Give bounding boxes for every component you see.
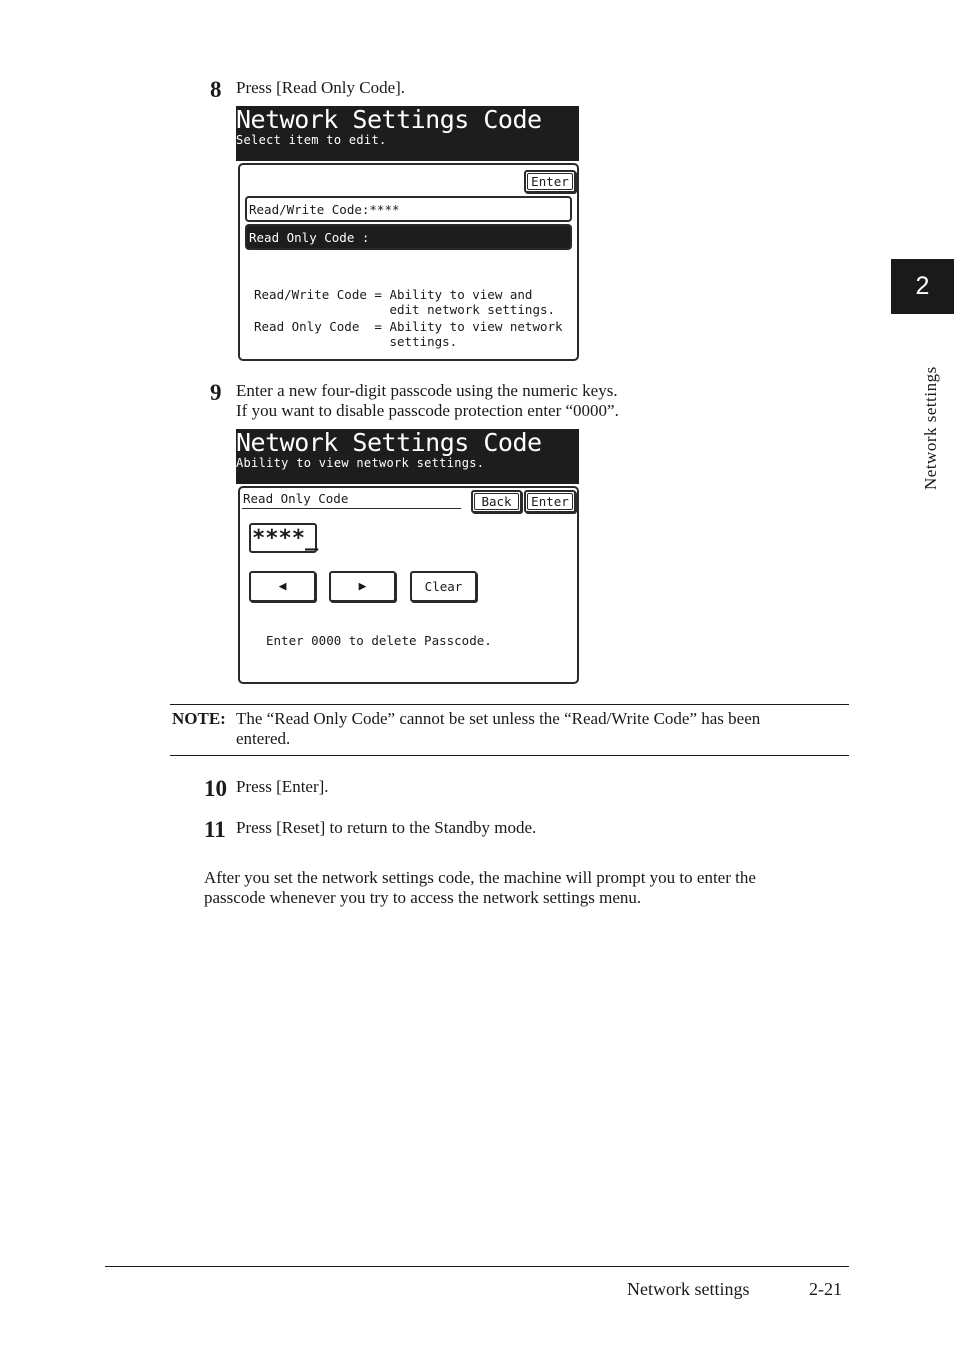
description-line-4: settings. [254, 334, 458, 349]
back-button[interactable] [471, 490, 522, 513]
lcd-screen-select-item [236, 106, 579, 362]
lcd-title: Network Settings Code [236, 105, 542, 134]
read-write-code-field[interactable]: Read/Write Code:**** [245, 196, 572, 222]
side-section-label [872, 320, 952, 490]
step-8-number: 8 [210, 77, 222, 102]
description-line-2: edit network settings. [254, 302, 556, 317]
note-top-rule [170, 704, 849, 705]
read-only-code-field[interactable]: Read Only Code : [245, 224, 572, 250]
field-label: Read Only Code [243, 491, 349, 506]
right-arrow-button[interactable] [329, 571, 396, 602]
lcd-subtitle: Ability to view network settings. [236, 456, 485, 470]
lcd-panel [238, 486, 579, 684]
description-line-3: Read Only Code = Ability to view network [254, 319, 563, 334]
lcd-title: Network Settings Code [236, 428, 542, 457]
lcd-subtitle: Select item to edit. [236, 133, 387, 147]
footer-section: Network settings [627, 1279, 750, 1299]
step-10-text: Press [Enter]. [236, 777, 329, 796]
step-9-number: 9 [210, 380, 222, 405]
passcode-hint: Enter 0000 to delete Passcode. [266, 633, 492, 648]
left-arrow-icon: ◀ [278, 579, 287, 594]
note-line-1: The “Read Only Code” cannot be set unless the “Read/Write Code” has been [236, 709, 761, 728]
closing-line-2: passcode whenever you try to access the network settings menu. [204, 888, 642, 907]
step-8-text: Press [Read Only Code]. [236, 78, 406, 97]
enter-button-label: Enter [527, 173, 573, 190]
note-line-2: entered. [236, 729, 291, 748]
enter-button[interactable] [524, 170, 576, 193]
left-arrow-button[interactable] [249, 571, 316, 602]
field-label-underline [242, 508, 461, 509]
note-label: NOTE: [172, 709, 226, 728]
side-section-text: Network settings [921, 366, 940, 490]
lcd-header [236, 106, 579, 161]
enter-button[interactable] [524, 490, 576, 513]
step-11-text: Press [Reset] to return to the Standby mode. [236, 818, 537, 837]
chapter-number: 2 [915, 272, 930, 300]
step-9-line-2: If you want to disable passcode protection enter “0000”. [236, 401, 619, 420]
footer-page-number: 2-21 [809, 1279, 842, 1299]
clear-button[interactable] [410, 571, 477, 602]
right-arrow-icon: ▶ [358, 579, 367, 594]
description-line-1: Read/Write Code = Ability to view and [254, 287, 533, 302]
lcd-header [236, 429, 579, 484]
footer-rule [105, 1266, 849, 1267]
note-bottom-rule [170, 755, 849, 756]
step-9-line-1: Enter a new four-digit passcode using the numeric keys. [236, 381, 618, 400]
enter-button-label: Enter [527, 493, 573, 510]
passcode-input[interactable]: ****_ [249, 523, 317, 553]
lcd-screen-passcode-entry [236, 429, 579, 685]
closing-line-1: After you set the network settings code, the machine will prompt you to enter the [204, 868, 756, 887]
step-10-number: 10 [204, 776, 227, 801]
step-11-number: 11 [204, 817, 226, 842]
clear-button-label: Clear [424, 579, 463, 594]
lcd-panel [238, 163, 579, 361]
back-button-label: Back [474, 493, 519, 510]
chapter-tab [891, 259, 954, 314]
